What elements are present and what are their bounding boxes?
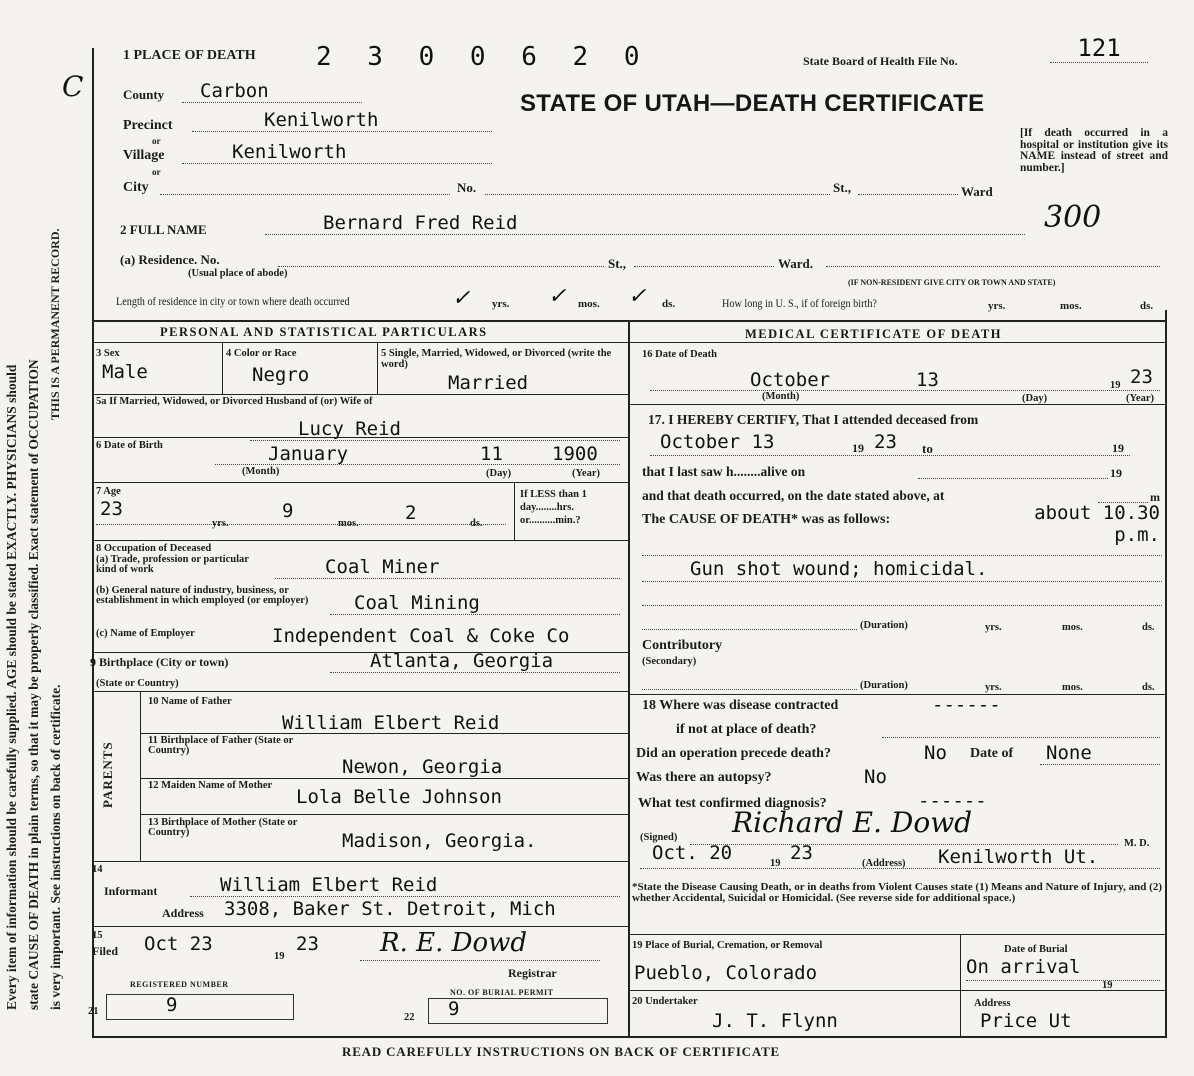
parents-divider	[140, 691, 141, 861]
duration-yrs-2: yrs.	[985, 682, 1002, 693]
parents-label: PARENTS	[100, 741, 115, 808]
death-month: October	[750, 369, 831, 391]
precinct-value	[192, 109, 492, 132]
informant-value	[190, 874, 620, 897]
birthplace-label: 9 Birthplace (City or town)	[90, 655, 229, 669]
informant-label: Informant	[104, 884, 158, 898]
physician-signature: Richard E. Dowd	[732, 806, 973, 839]
attended-line	[650, 455, 1130, 456]
age-line	[96, 524, 506, 525]
not-place-line	[882, 737, 1160, 738]
village-value	[182, 141, 492, 164]
dob-month: January	[268, 443, 349, 465]
signed-date-line	[640, 868, 1160, 869]
personal-heading: PERSONAL AND STATISTICAL PARTICULARS	[160, 325, 488, 339]
county-label: County	[123, 87, 165, 102]
occupation-heading: 8 Occupation of Deceased	[96, 543, 212, 554]
duration-mos-2: mos.	[1062, 682, 1083, 693]
death-month-caption: (Month)	[762, 391, 800, 402]
birthplace-value	[330, 650, 620, 673]
table-mid-line	[628, 320, 630, 1036]
color-marital-divider	[377, 342, 378, 394]
age-mos-caption: mos.	[338, 518, 359, 529]
duration-label-2: (Duration)	[860, 680, 908, 691]
sex-color-divider	[222, 342, 223, 394]
informant-number: 14	[92, 864, 103, 875]
contributory-label: Contributory	[642, 638, 723, 653]
last-saw-19: 19	[1110, 466, 1122, 480]
city-line	[160, 194, 450, 195]
registrar-line	[360, 960, 600, 961]
burial-date-label: Date of Burial	[1004, 944, 1068, 955]
duration-ds-1: ds.	[1142, 622, 1155, 633]
marital-value: Married	[448, 372, 529, 394]
cause-value: Gun shot wound; homicidal.	[690, 558, 988, 580]
or-label-1: or	[152, 136, 161, 146]
no-label: No.	[457, 180, 477, 195]
precinct-label: Precinct	[123, 118, 173, 133]
length-ds-label: ds.	[662, 298, 676, 310]
ward-label: Ward	[961, 184, 993, 199]
duration-yrs-1: yrs.	[985, 622, 1002, 633]
undertaker-value: J. T. Flynn	[712, 1010, 838, 1032]
mother-value: Lola Belle Johnson	[296, 786, 502, 808]
undertaker-address: Price Ut	[980, 1010, 1072, 1032]
dob-label: 6 Date of Birth	[96, 440, 163, 451]
spouse-text: Lucy Reid	[298, 418, 401, 440]
us-yrs-label: yrs.	[988, 300, 1006, 312]
cause-line-1	[642, 581, 1162, 582]
st-line	[858, 194, 958, 195]
age-label: 7 Age	[96, 486, 121, 497]
burial-date: On arrival	[966, 956, 1081, 978]
duration-mos-1: mos.	[1062, 622, 1083, 633]
reg-box-number: 21	[88, 1006, 99, 1017]
city-label: City	[123, 180, 149, 195]
check-mos: ✓	[548, 284, 567, 309]
frame-bottom	[92, 1036, 1166, 1038]
dob-day-caption: (Day)	[486, 468, 512, 479]
burial-divider	[960, 934, 961, 1036]
mother-birthplace-label: 13 Birthplace of Mother (State or Country)	[148, 817, 298, 838]
certificate-number: 2 3 0 0 6 2 0	[316, 42, 650, 72]
informant-address-label: Address	[162, 906, 204, 920]
frame-left	[92, 48, 94, 1038]
length-residence-label: Length of residence in city or town where death occurred	[116, 294, 350, 308]
color-label: 4 Color or Race	[226, 348, 297, 359]
county-text: Carbon	[200, 80, 269, 102]
residence-ward-label: Ward.	[778, 256, 814, 271]
death-year: 23	[1130, 366, 1153, 388]
less-than-day-label: If LESS than 1 day........hrs. or..........min.?	[520, 489, 587, 526]
burial-19: 19	[1102, 980, 1113, 991]
death-19: 19	[1110, 380, 1121, 391]
to-19: 19	[1112, 441, 1124, 455]
state-file-number: 121	[1050, 34, 1148, 63]
signature-line	[690, 844, 1118, 845]
spouse-label: 5a If Married, Widowed, or Divorced Husband of (or) Wife of	[96, 396, 373, 407]
residence-line	[278, 266, 604, 267]
residence-label: (a) Residence. No.	[120, 252, 220, 267]
duration-line-2	[642, 689, 857, 690]
filed-19: 19	[274, 951, 285, 962]
permanent-record-note: THIS IS A PERMANENT RECORD.	[48, 228, 62, 420]
death-year-caption: (Year)	[1126, 393, 1154, 404]
footer-instructions: READ CAREFULLY INSTRUCTIONS ON BACK OF CERTIFICATE	[342, 1044, 781, 1059]
signed-19: 19	[770, 858, 781, 869]
last-saw-line	[918, 478, 1108, 479]
med-line-2	[628, 694, 1166, 695]
st-label: St.,	[833, 180, 852, 195]
state-disease-note: *State the Disease Causing Death, or in deaths from Violent Causes state (1) Means and Nature of Injury, and (2) whether Accidental, Suicidal or Homicidal. (See reverse side for additional space.)	[632, 881, 1162, 904]
village-text: Kenilworth	[232, 141, 347, 163]
non-resident-note: (IF NON-RESIDENT GIVE CITY OR TOWN AND STATE)	[848, 278, 1056, 287]
residence-st-label: St.,	[608, 256, 627, 271]
age-days: 2	[405, 502, 417, 524]
employer-label: (c) Name of Employer	[96, 628, 195, 639]
not-place-label: if not at place of death?	[676, 722, 817, 737]
disease-contracted-label: 18 Where was disease contracted	[642, 698, 839, 713]
permit-box-number: 22	[404, 1012, 415, 1023]
attended-year: 23	[874, 431, 897, 453]
operation-value: No	[924, 742, 947, 764]
side-instruction-2: state CAUSE OF DEATH in plain terms, so that it may be properly classified. Exact statement of OCCUPATION	[26, 359, 41, 1010]
color-value: Negro	[252, 364, 310, 386]
full-name-label: 2 FULL NAME	[120, 222, 207, 237]
autopsy-value: No	[864, 766, 887, 788]
trade-value	[275, 556, 620, 579]
op-date-value	[1040, 742, 1160, 765]
full-name-value	[265, 212, 1025, 235]
cause-line-2	[642, 605, 1162, 606]
to-label: to	[922, 441, 933, 456]
check-yrs: ✓	[452, 286, 471, 311]
precinct-text: Kenilworth	[264, 109, 379, 131]
us-length-label: How long in U. S., if of foreign birth?	[722, 296, 877, 310]
filed-date: Oct 23	[144, 933, 213, 955]
death-date-line	[650, 390, 1160, 391]
hospital-number: 300	[1044, 200, 1102, 235]
mother-birthplace-value: Madison, Georgia.	[342, 830, 537, 852]
undertaker-label: 20 Undertaker	[632, 996, 698, 1007]
cause-blank-line	[642, 555, 1162, 556]
residence-ward-line	[826, 266, 1160, 267]
row-line-8	[140, 778, 628, 779]
med-line-4	[628, 990, 1166, 991]
birthplace-text: Atlanta, Georgia	[370, 650, 554, 672]
address-label: (Address)	[862, 858, 906, 869]
side-instruction-1: Every item of information should be carefully supplied. AGE should be stated EXACTLY. PHYSICIANS should	[4, 364, 19, 1010]
check-ds: ✓	[628, 284, 647, 309]
filed-number: 15	[92, 930, 103, 941]
frame-right	[1165, 310, 1167, 1038]
row-line-10	[92, 861, 628, 862]
age-years: 23	[100, 498, 123, 520]
age-months: 9	[282, 500, 294, 522]
operation-label: Did an operation precede death?	[636, 746, 831, 761]
attended-from: October 13	[660, 431, 775, 453]
last-saw-label: that I last saw h........alive on	[642, 464, 806, 479]
father-birthplace-value: Newon, Georgia	[342, 756, 503, 778]
disease-dash: ------	[932, 694, 1001, 716]
dob-year-caption: (Year)	[572, 468, 600, 479]
row-line-2	[92, 437, 628, 438]
dob-year: 1900	[552, 443, 598, 465]
row-line-6	[92, 691, 628, 692]
margin-mark: C	[62, 70, 84, 103]
medical-heading: MEDICAL CERTIFICATE OF DEATH	[745, 327, 1002, 341]
row-line-1	[92, 394, 628, 395]
certificate-title: STATE OF UTAH—DEATH CERTIFICATE	[520, 90, 985, 117]
state-file-label: State Board of Health File No.	[803, 54, 958, 68]
birthplace-state-caption: (State or Country)	[96, 678, 179, 689]
test-label: What test confirmed diagnosis?	[638, 796, 827, 811]
physician-address: Kenilworth Ut.	[938, 846, 1099, 868]
registrar-label: Registrar	[508, 966, 557, 980]
county-value	[182, 80, 362, 103]
cause-label: The CAUSE OF DEATH* was as follows:	[642, 512, 891, 527]
dob-day: 11	[480, 443, 503, 465]
filed-year: 23	[296, 933, 319, 955]
father-label: 10 Name of Father	[148, 696, 232, 707]
duration-ds-2: ds.	[1142, 682, 1155, 693]
age-yrs-caption: yrs.	[212, 518, 229, 529]
date-of-death-label: 16 Date of Death	[642, 349, 717, 360]
certify-label: 17. I HEREBY CERTIFY, That I attended deceased from	[648, 412, 979, 427]
burial-date-line	[966, 980, 1160, 981]
burial-place-label: 19 Place of Burial, Cremation, or Removal	[632, 940, 823, 951]
burial-permit-label: NO. OF BURIAL PERMIT	[450, 988, 554, 997]
hospital-note: [If death occurred in a hospital or institution give its NAME instead of street and number.]	[1020, 127, 1168, 174]
op-date-label: Date of	[970, 746, 1014, 761]
op-date-text: None	[1046, 742, 1092, 764]
death-occurred-label: and that death occurred, on the date stated above, at	[642, 488, 945, 503]
death-day-caption: (Day)	[1022, 393, 1048, 404]
row-line-11	[92, 926, 628, 927]
signed-date: Oct. 20	[652, 842, 733, 864]
father-value: William Elbert Reid	[282, 712, 500, 734]
trade-text: Coal Miner	[325, 556, 440, 578]
signed-year: 23	[790, 842, 813, 864]
village-label: Village	[123, 148, 165, 163]
us-mos-label: mos.	[1060, 300, 1082, 312]
undertaker-address-label: Address	[974, 998, 1011, 1009]
md-label: M. D.	[1124, 838, 1150, 849]
registered-number-box	[106, 994, 294, 1020]
informant-address: 3308, Baker St. Detroit, Mich	[224, 898, 556, 920]
usual-abode-label: (Usual place of abode)	[188, 268, 288, 279]
industry-value	[330, 592, 620, 615]
secondary-label: (Secondary)	[642, 656, 697, 667]
row-line-9	[140, 814, 628, 815]
length-mos-label: mos.	[578, 298, 600, 310]
med-line-1	[628, 404, 1166, 405]
informant-text: William Elbert Reid	[220, 874, 438, 896]
age-ds-caption: ds.	[470, 518, 483, 529]
industry-text: Coal Mining	[354, 592, 480, 614]
test-value: ------	[918, 790, 987, 812]
us-ds-label: ds.	[1140, 300, 1154, 312]
length-yrs-label: yrs.	[492, 298, 510, 310]
place-of-death-label: 1 PLACE OF DEATH	[123, 48, 256, 63]
row-line-4	[92, 540, 628, 541]
trade-label: (a) Trade, profession or particular kind of work	[96, 554, 249, 575]
signed-label: (Signed)	[640, 832, 678, 843]
m-label: m	[1150, 490, 1160, 504]
sex-label: 3 Sex	[96, 348, 120, 359]
dob-line	[215, 464, 620, 465]
row-line-3	[92, 482, 628, 483]
father-birthplace-label: 11 Birthplace of Father (State or Country)	[148, 735, 294, 756]
no-line	[485, 194, 830, 195]
employer-value: Independent Coal & Coke Co	[272, 625, 570, 647]
mother-label: 12 Maiden Name of Mother	[148, 780, 273, 791]
or-label-2: or	[152, 167, 161, 177]
row-line-7	[140, 733, 628, 734]
burial-place: Pueblo, Colorado	[634, 962, 818, 984]
attended-19: 19	[852, 441, 864, 455]
industry-label: (b) General nature of industry, business, or establishment in which employed (or employer)	[96, 585, 309, 606]
duration-label-1: (Duration)	[860, 620, 908, 631]
death-time: about 10.30 p.m.	[1034, 502, 1160, 546]
age-less-divider	[514, 482, 515, 540]
marital-label: 5 Single, Married, Widowed, or Divorced (write the word)	[381, 348, 612, 370]
dob-month-caption: (Month)	[242, 466, 280, 477]
residence-st-line	[634, 266, 774, 267]
med-line-3	[628, 934, 1166, 935]
filed-label: Filed	[92, 944, 118, 958]
duration-line-1	[642, 629, 857, 630]
registered-number: 9	[166, 994, 178, 1016]
full-name-text: Bernard Fred Reid	[323, 212, 518, 234]
side-instruction-3: is very important. See instructions on back of certificate.	[48, 684, 63, 1010]
registrar-signature: R. E. Dowd	[380, 928, 528, 958]
death-day: 13	[916, 369, 939, 391]
autopsy-label: Was there an autopsy?	[636, 770, 772, 785]
registered-number-label: REGISTERED NUMBER	[130, 980, 229, 989]
sex-value: Male	[102, 361, 148, 383]
burial-permit-number: 9	[448, 998, 460, 1020]
